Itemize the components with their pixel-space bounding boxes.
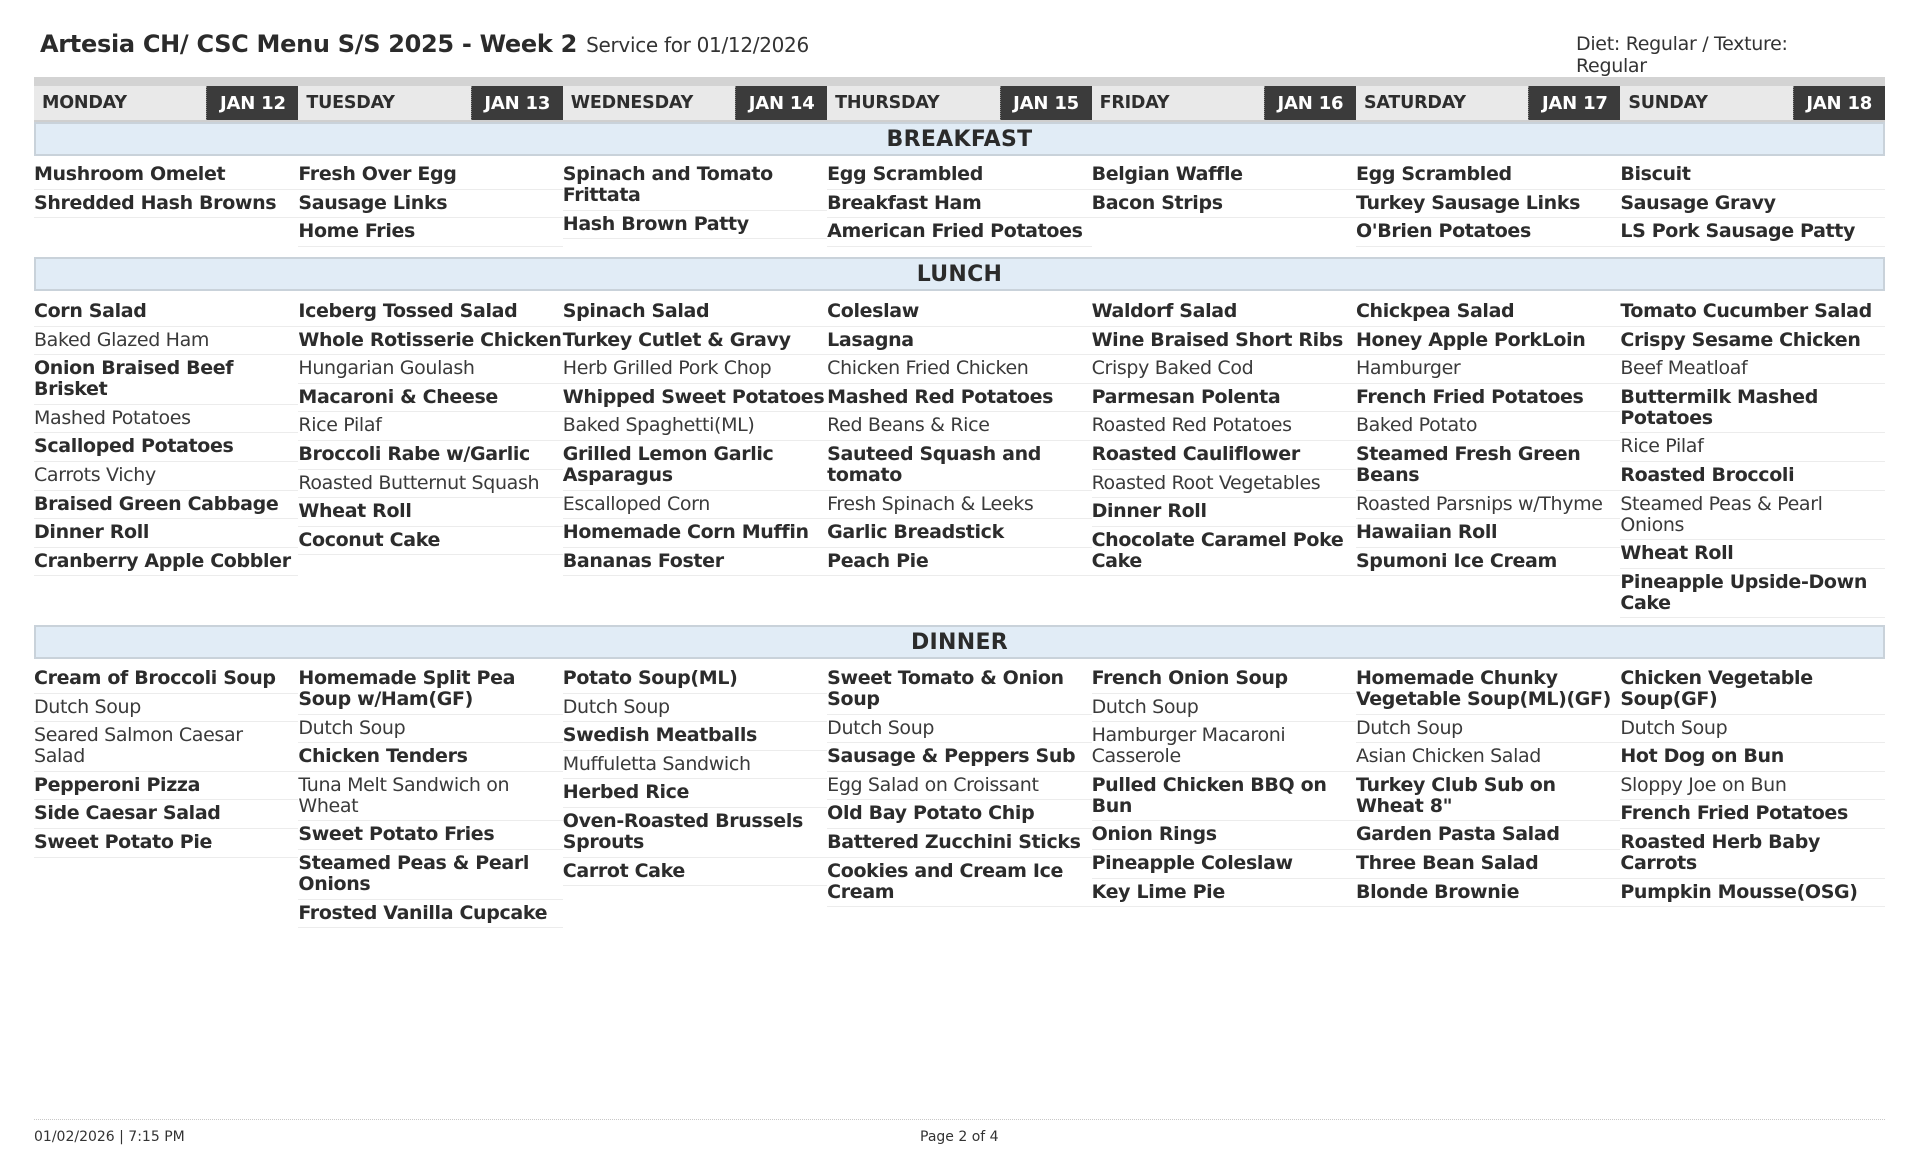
menu-item: Asian Chicken Salad <box>1356 743 1620 772</box>
day-header-tuesday <box>298 86 562 122</box>
menu-item: Sausage Gravy <box>1620 190 1884 219</box>
menu-item: Roasted Herb Baby Carrots <box>1620 829 1884 879</box>
menu-item: Chicken Fried Chicken <box>827 355 1091 384</box>
service-date: Service for 01/12/2026 <box>586 33 809 57</box>
menu-column-friday <box>1092 161 1356 218</box>
menu-item: Pineapple Upside-Down Cake <box>1620 569 1884 619</box>
menu-item: Pulled Chicken BBQ on Bun <box>1092 772 1356 822</box>
menu-item: Dutch Soup <box>1620 715 1884 744</box>
day-name: THURSDAY <box>835 93 940 113</box>
menu-item: Sausage Links <box>298 190 562 219</box>
page-title-row <box>40 30 809 58</box>
menu-item: Dinner Roll <box>34 519 298 548</box>
day-header-saturday <box>1356 86 1620 122</box>
menu-item: Sauteed Squash and tomato <box>827 441 1091 491</box>
menu-item: Dutch Soup <box>34 694 298 723</box>
menu-item: Onion Braised Beef Brisket <box>34 355 298 405</box>
menu-item: Sausage & Peppers Sub <box>827 743 1091 772</box>
menu-item: Cookies and Cream Ice Cream <box>827 858 1091 908</box>
menu-item: French Onion Soup <box>1092 665 1356 694</box>
menu-item: Parmesan Polenta <box>1092 384 1356 413</box>
day-header-friday <box>1092 86 1356 122</box>
menu-item: Egg Salad on Croissant <box>827 772 1091 801</box>
meal-grid-dinner <box>34 665 1885 928</box>
menu-column-saturday <box>1356 161 1620 247</box>
menu-item: Baked Spaghetti(ML) <box>563 412 827 441</box>
date-badge: JAN 14 <box>735 86 827 120</box>
menu-item: Turkey Club Sub on Wheat 8" <box>1356 772 1620 822</box>
menu-item: Wheat Roll <box>1620 540 1884 569</box>
menu-item: Spinach Salad <box>563 298 827 327</box>
menu-item: Chicken Tenders <box>298 743 562 772</box>
menu-item: Spinach and Tomato Frittata <box>563 161 827 211</box>
meal-header-breakfast: BREAKFAST <box>34 122 1885 156</box>
day-header-wednesday <box>563 86 827 122</box>
menu-item: Tomato Cucumber Salad <box>1620 298 1884 327</box>
menu-item: Egg Scrambled <box>827 161 1091 190</box>
menu-item: Crispy Baked Cod <box>1092 355 1356 384</box>
meal-grid-lunch <box>34 298 1885 618</box>
print-timestamp: 01/02/2026 | 7:15 PM <box>34 1129 185 1145</box>
menu-item: Homemade Chunky Vegetable Soup(ML)(GF) <box>1356 665 1620 715</box>
menu-item: Mashed Red Potatoes <box>827 384 1091 413</box>
date-badge: JAN 13 <box>471 86 563 120</box>
menu-item: Frosted Vanilla Cupcake <box>298 900 562 929</box>
menu-item: Escalloped Corn <box>563 491 827 520</box>
menu-item: Hamburger Macaroni Casserole <box>1092 722 1356 772</box>
menu-item: Hot Dog on Bun <box>1620 743 1884 772</box>
menu-item: Chocolate Caramel Poke Cake <box>1092 527 1356 577</box>
menu-item: O'Brien Potatoes <box>1356 218 1620 247</box>
menu-column-sunday <box>1620 665 1884 907</box>
date-badge: JAN 17 <box>1528 86 1620 120</box>
menu-item: Shredded Hash Browns <box>34 190 298 219</box>
menu-item: Battered Zucchini Sticks <box>827 829 1091 858</box>
menu-item: Sloppy Joe on Bun <box>1620 772 1884 801</box>
menu-column-tuesday <box>298 665 562 928</box>
menu-item: Homemade Corn Muffin <box>563 519 827 548</box>
menu-item: Whipped Sweet Potatoes <box>563 384 827 413</box>
menu-item: Fresh Spinach & Leeks <box>827 491 1091 520</box>
menu-item: Oven-Roasted Brussels Sprouts <box>563 808 827 858</box>
menu-item: Mushroom Omelet <box>34 161 298 190</box>
menu-item: Peach Pie <box>827 548 1091 577</box>
menu-item: Sweet Potato Pie <box>34 829 298 858</box>
page-title: Artesia CH/ CSC Menu S/S 2025 - Week 2 <box>40 30 577 58</box>
menu-item: Cream of Broccoli Soup <box>34 665 298 694</box>
menu-column-wednesday <box>563 665 827 886</box>
menu-item: Grilled Lemon Garlic Asparagus <box>563 441 827 491</box>
menu-item: Whole Rotisserie Chicken <box>298 327 562 356</box>
menu-item: Turkey Cutlet & Gravy <box>563 327 827 356</box>
menu-item: Macaroni & Cheese <box>298 384 562 413</box>
menu-column-friday <box>1092 665 1356 907</box>
menu-column-monday <box>34 298 298 576</box>
menu-item: Herb Grilled Pork Chop <box>563 355 827 384</box>
menu-item: Scalloped Potatoes <box>34 433 298 462</box>
menu-item: Beef Meatloaf <box>1620 355 1884 384</box>
menu-item: Side Caesar Salad <box>34 800 298 829</box>
menu-column-saturday <box>1356 298 1620 576</box>
menu-item: Wine Braised Short Ribs <box>1092 327 1356 356</box>
menu-item: Rice Pilaf <box>1620 433 1884 462</box>
meal-header-dinner: DINNER <box>34 625 1885 659</box>
menu-column-saturday <box>1356 665 1620 907</box>
day-name: WEDNESDAY <box>570 93 694 113</box>
menu-column-tuesday <box>298 298 562 555</box>
menu-item: Dutch Soup <box>298 715 562 744</box>
menu-item: Potato Soup(ML) <box>563 665 827 694</box>
menu-item: Pepperoni Pizza <box>34 772 298 801</box>
menu-item: American Fried Potatoes <box>827 218 1091 247</box>
menu-item: Waldorf Salad <box>1092 298 1356 327</box>
menu-item: Turkey Sausage Links <box>1356 190 1620 219</box>
date-badge: JAN 12 <box>206 86 298 120</box>
footer-divider <box>34 1119 1885 1120</box>
menu-item: Coconut Cake <box>298 527 562 556</box>
date-badge: JAN 15 <box>1000 86 1092 120</box>
menu-item: Roasted Broccoli <box>1620 462 1884 491</box>
menu-item: Steamed Peas & Pearl Onions <box>1620 491 1884 541</box>
menu-item: Dutch Soup <box>1356 715 1620 744</box>
menu-item: Dutch Soup <box>1092 694 1356 723</box>
menu-item: Roasted Root Vegetables <box>1092 470 1356 499</box>
menu-item: Buttermilk Mashed Potatoes <box>1620 384 1884 434</box>
meal-grid-breakfast <box>34 161 1885 247</box>
menu-item: Hawaiian Roll <box>1356 519 1620 548</box>
menu-item: Fresh Over Egg <box>298 161 562 190</box>
menu-column-thursday <box>827 298 1091 576</box>
menu-item: Roasted Parsnips w/Thyme <box>1356 491 1620 520</box>
menu-item: Mashed Potatoes <box>34 405 298 434</box>
menu-item: Braised Green Cabbage <box>34 491 298 520</box>
menu-item: Egg Scrambled <box>1356 161 1620 190</box>
menu-column-friday <box>1092 298 1356 576</box>
menu-item: Sweet Potato Fries <box>298 821 562 850</box>
menu-item: Red Beans & Rice <box>827 412 1091 441</box>
menu-item: Carrots Vichy <box>34 462 298 491</box>
menu-item: Baked Glazed Ham <box>34 327 298 356</box>
menu-item: French Fried Potatoes <box>1356 384 1620 413</box>
day-header-sunday <box>1620 86 1884 122</box>
menu-column-wednesday <box>563 161 827 239</box>
menu-item: LS Pork Sausage Patty <box>1620 218 1884 247</box>
menu-item: Swedish Meatballs <box>563 722 827 751</box>
menu-item: Spumoni Ice Cream <box>1356 548 1620 577</box>
menu-item: Tuna Melt Sandwich on Wheat <box>298 772 562 822</box>
page-number: Page 2 of 4 <box>920 1129 999 1145</box>
menu-item: Coleslaw <box>827 298 1091 327</box>
menu-item: Hungarian Goulash <box>298 355 562 384</box>
menu-item: Sweet Tomato & Onion Soup <box>827 665 1091 715</box>
menu-column-tuesday <box>298 161 562 247</box>
menu-item: Crispy Sesame Chicken <box>1620 327 1884 356</box>
day-name: TUESDAY <box>306 93 395 113</box>
menu-item: Breakfast Ham <box>827 190 1091 219</box>
date-badge: JAN 16 <box>1264 86 1356 120</box>
diet-texture-label: Diet: Regular / Texture: Regular <box>1576 33 1788 77</box>
menu-item: Belgian Waffle <box>1092 161 1356 190</box>
menu-item: Steamed Fresh Green Beans <box>1356 441 1620 491</box>
menu-column-sunday <box>1620 161 1884 247</box>
date-badge: JAN 18 <box>1793 86 1885 120</box>
menu-item: Broccoli Rabe w/Garlic <box>298 441 562 470</box>
menu-column-thursday <box>827 161 1091 247</box>
menu-item: Three Bean Salad <box>1356 850 1620 879</box>
menu-item: Herbed Rice <box>563 779 827 808</box>
menu-item: Hamburger <box>1356 355 1620 384</box>
menu-item: Home Fries <box>298 218 562 247</box>
menu-column-monday <box>34 665 298 858</box>
menu-item: Dutch Soup <box>563 694 827 723</box>
menu-item: Key Lime Pie <box>1092 879 1356 908</box>
menu-item: Pineapple Coleslaw <box>1092 850 1356 879</box>
menu-item: Muffuletta Sandwich <box>563 751 827 780</box>
menu-item: Seared Salmon Caesar Salad <box>34 722 298 772</box>
day-name: SUNDAY <box>1628 93 1708 113</box>
menu-item: Roasted Cauliflower <box>1092 441 1356 470</box>
menu-item: Chickpea Salad <box>1356 298 1620 327</box>
menu-item: Old Bay Potato Chip <box>827 800 1091 829</box>
menu-item: Rice Pilaf <box>298 412 562 441</box>
menu-item: Onion Rings <box>1092 821 1356 850</box>
menu-item: Blonde Brownie <box>1356 879 1620 908</box>
menu-item: Bacon Strips <box>1092 190 1356 219</box>
menu-column-wednesday <box>563 298 827 576</box>
menu-item: Homemade Split Pea Soup w/Ham(GF) <box>298 665 562 715</box>
menu-item: Steamed Peas & Pearl Onions <box>298 850 562 900</box>
menu-item: Hash Brown Patty <box>563 211 827 240</box>
menu-item: Iceberg Tossed Salad <box>298 298 562 327</box>
menu-item: Cranberry Apple Cobbler <box>34 548 298 577</box>
menu-item: Wheat Roll <box>298 498 562 527</box>
day-name: SATURDAY <box>1363 93 1466 113</box>
menu-item: Pumpkin Mousse(OSG) <box>1620 879 1884 908</box>
menu-column-sunday <box>1620 298 1884 618</box>
menu-item: Roasted Butternut Squash <box>298 470 562 499</box>
menu-item: Biscuit <box>1620 161 1884 190</box>
menu-item: Roasted Red Potatoes <box>1092 412 1356 441</box>
menu-column-thursday <box>827 665 1091 907</box>
menu-column-monday <box>34 161 298 218</box>
day-name: FRIDAY <box>1099 93 1170 113</box>
menu-item: Garden Pasta Salad <box>1356 821 1620 850</box>
day-header-thursday <box>827 86 1091 122</box>
day-name: MONDAY <box>42 93 127 113</box>
menu-item: Dinner Roll <box>1092 498 1356 527</box>
menu-item: Bananas Foster <box>563 548 827 577</box>
day-header-monday <box>34 86 298 122</box>
menu-item: French Fried Potatoes <box>1620 800 1884 829</box>
menu-item: Corn Salad <box>34 298 298 327</box>
menu-item: Honey Apple PorkLoin <box>1356 327 1620 356</box>
day-header-row <box>34 77 1885 122</box>
menu-item: Chicken Vegetable Soup(GF) <box>1620 665 1884 715</box>
meal-header-lunch: LUNCH <box>34 257 1885 291</box>
menu-item: Baked Potato <box>1356 412 1620 441</box>
menu-item: Garlic Breadstick <box>827 519 1091 548</box>
menu-item: Dutch Soup <box>827 715 1091 744</box>
menu-item: Carrot Cake <box>563 858 827 887</box>
menu-item: Lasagna <box>827 327 1091 356</box>
